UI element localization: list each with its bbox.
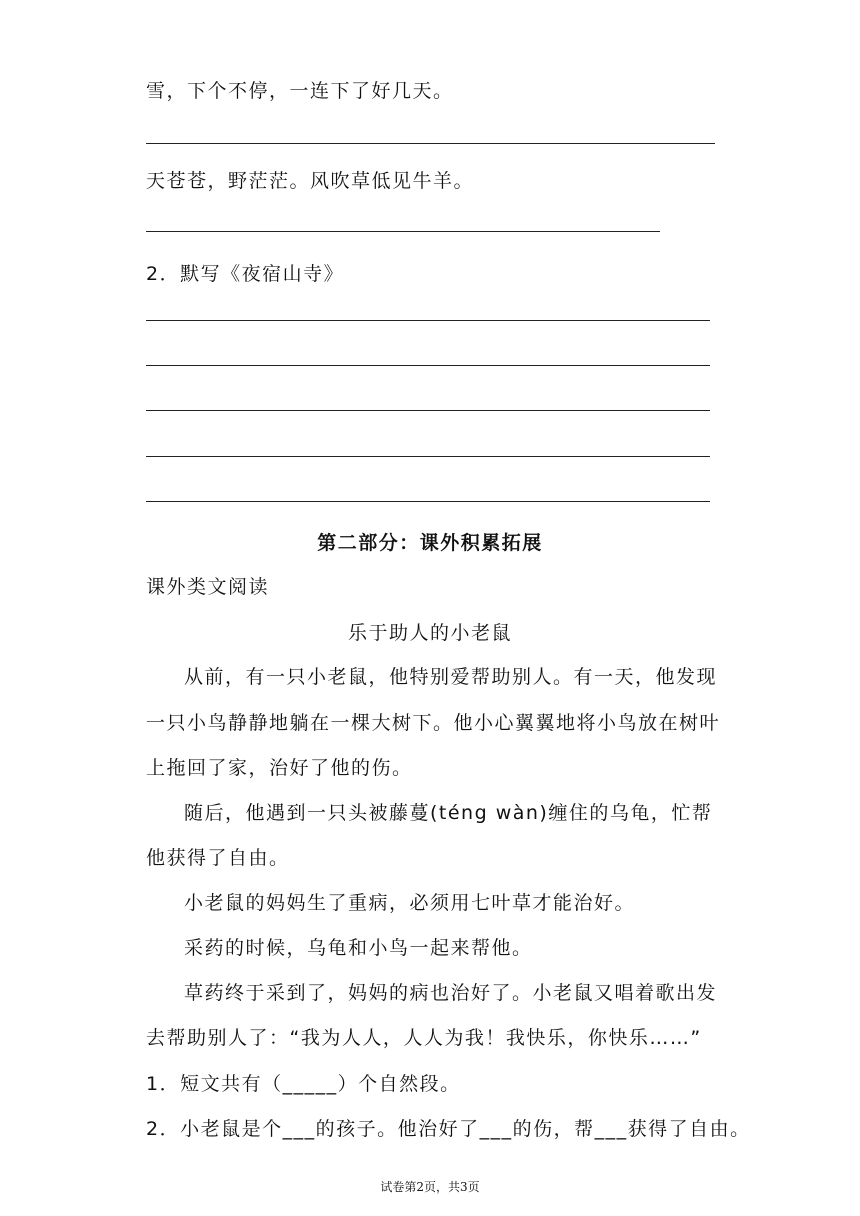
story-line: 草药终于采到了，妈妈的病也治好了。小老鼠又唱着歌出发 — [184, 982, 718, 1004]
section-heading: 第二部分：课外积累拓展 — [317, 532, 543, 554]
story-line: 从前，有一只小老鼠，他特别爱帮助别人。有一天，他发现 — [184, 666, 718, 688]
story-line: 去帮助别人了：“我为人人，人人为我！我快乐，你快乐……” — [146, 1027, 702, 1049]
answer-line — [146, 410, 710, 411]
story-title: 乐于助人的小老鼠 — [347, 622, 512, 644]
answer-line — [146, 231, 660, 232]
answer-line — [146, 365, 710, 366]
question: 1．短文共有（_____）个自然段。 — [146, 1073, 461, 1095]
subsection-label: 课外类文阅读 — [146, 576, 270, 598]
story-line: 他获得了自由。 — [146, 847, 290, 869]
story-line: 一只小鸟静静地躺在一棵大树下。他小心翼翼地将小鸟放在树叶 — [146, 712, 721, 734]
question-heading: 2．默写《夜宿山寺》 — [146, 263, 345, 285]
answer-line — [146, 143, 715, 144]
story-line: 采药的时候，乌龟和小鸟一起来帮他。 — [184, 937, 533, 959]
text-line: 雪，下个不停，一连下了好几天。 — [146, 80, 454, 102]
story-line: 小老鼠的妈妈生了重病，必须用七叶草才能治好。 — [184, 892, 636, 914]
answer-line — [146, 456, 710, 457]
page-footer: 试卷第2页，共3页 — [380, 1180, 480, 1194]
answer-line — [146, 501, 710, 502]
story-line: 随后，他遇到一只头被藤蔓(téng wàn)缠住的乌龟，忙帮 — [184, 802, 713, 824]
answer-line — [146, 320, 710, 321]
story-line: 上拖回了家，治好了他的伤。 — [146, 757, 413, 779]
text-line: 天苍苍，野茫茫。风吹草低见牛羊。 — [146, 170, 475, 192]
question: 2．小老鼠是个___的孩子。他治好了___的伤，帮___获得了自由。 — [146, 1118, 751, 1140]
